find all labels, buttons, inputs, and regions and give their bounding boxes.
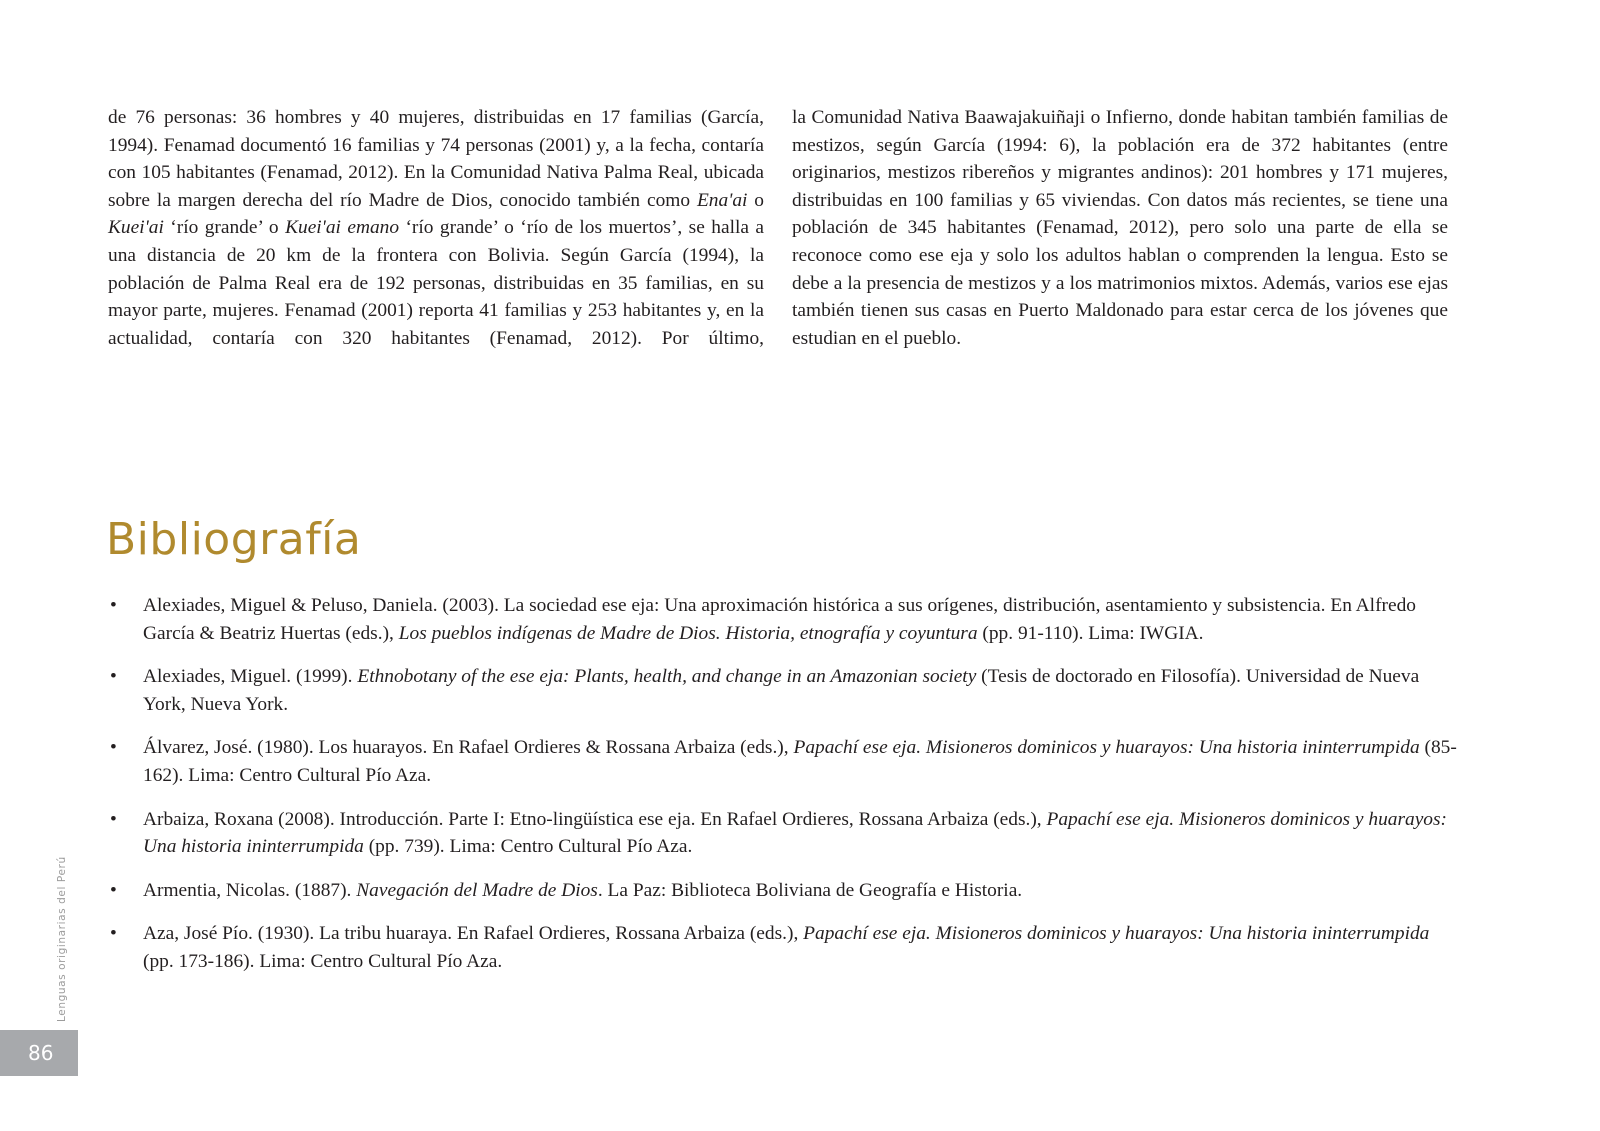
entry-text: (pp. 91-110). Lima: IWGIA. <box>977 622 1204 644</box>
page-number: 86 <box>0 1030 78 1076</box>
bibliography-list <box>108 592 1458 992</box>
entry-text: Arbaiza, Roxana (2008). Introducción. Parte I: Etno-lingüística ese eja. En Rafael Ordieres, Rossana Arbaiza (eds.), <box>143 808 1047 830</box>
entry-title: Navegación del Madre de Dios <box>356 879 598 901</box>
italic-term: Kuei'ai <box>108 217 164 239</box>
body-paragraph-right: la Comunidad Nativa Baawajakuiñaji o Infierno, donde habitan también familias de mestizos, según García (1994: 6), la población era de 372 habitantes (entre originarios, mestizos ribereños y migrantes andinos): 201 hombres y 171 mujeres, distribuidas en 100 familias y 65 viviendas. Con datos más recientes, se tiene una población de 345 habitantes (Fenamad, 2012), pero solo una parte de ella se reconoce como ese eja y solo los adultos hablan o comprenden la lengua. Esto se debe a la presencia de mestizos y a los matrimonios mixtos. Además, varios ese ejas también tienen sus casas en Puerto Maldonado para estar cerca de los jóvenes que estudian en el pueblo. <box>792 107 1448 349</box>
bibliography-entry <box>108 920 1458 975</box>
bullet-icon: • <box>110 666 117 688</box>
bibliography-entry <box>108 806 1458 861</box>
bullet-icon: • <box>110 595 117 616</box>
entry-text: (85-162). Lima: Centro Cultural Pío Aza. <box>143 737 1457 786</box>
entry-text: Alexiades, Miguel & Peluso, Daniela. (2003). La sociedad ese eja: Una aproximación histórica a sus orígenes, distribución, asentamiento y subsistencia. En Alfredo García & Beatriz Huertas (eds.), <box>143 595 1416 644</box>
bibliography-entry <box>108 663 1458 718</box>
bullet-icon: • <box>110 808 117 830</box>
text-run: o <box>747 189 765 211</box>
text-run: ‘río grande’ o <box>163 217 286 239</box>
entry-text: Álvarez, José. (1980). Los huarayos. En Rafael Ordieres & Rossana Arbaiza (eds.), <box>143 737 794 759</box>
body-column-left <box>108 104 764 352</box>
entry-title: Ethnobotany of the ese eja: Plants, health, and change in an Amazonian society <box>357 666 977 688</box>
italic-term: Ena'ai <box>696 189 748 211</box>
entry-text: (pp. 173-186). Lima: Centro Cultural Pío Aza. <box>143 950 503 972</box>
entry-text: (Tesis de doctorado en Filosofía). Universidad de Nueva York, Nueva York. <box>143 666 1420 715</box>
bibliography-heading: Bibliografía <box>106 514 362 565</box>
entry-title: Los pueblos indígenas de Madre de Dios. Historia, etnografía y coyuntura <box>398 622 978 644</box>
running-footer-label: Lenguas originarias del Perú <box>56 856 68 1022</box>
bullet-icon: • <box>110 737 117 759</box>
entry-title: Papachí ese eja. Misioneros dominicos y huarayos: Una historia ininterrumpida <box>803 923 1430 945</box>
entry-text: Aza, José Pío. (1930). La tribu huaraya. En Rafael Ordieres, Rossana Arbaiza (eds.), <box>143 923 804 945</box>
text-run: de 76 personas: 36 hombres y 40 mujeres, distribuidas en 17 familias (García, 1994). Fenamad documentó 16 familias y 74 personas (2001) y, a la fecha, contaría con 105 habitantes (Fenamad, 2012). En la Comunidad Nativa Palma Real, ubicada sobre la margen derecha del río Madre de Dios, conocido también como <box>108 107 764 211</box>
entry-title: Papachí ese eja. Misioneros dominicos y huarayos: Una historia ininterrumpida <box>143 808 1448 858</box>
bullet-icon: • <box>110 923 117 945</box>
entry-title: Papachí ese eja. Misioneros dominicos y huarayos: Una historia ininterrumpida <box>793 737 1420 759</box>
entry-text: (pp. 739). Lima: Centro Cultural Pío Aza. <box>363 836 693 858</box>
bibliography-entry <box>108 592 1458 647</box>
entry-text: Alexiades, Miguel. (1999). <box>143 666 358 688</box>
entry-text: . La Paz: Biblioteca Boliviana de Geografía e Historia. <box>597 879 1023 901</box>
body-paragraph-left <box>108 104 764 352</box>
entry-text: Armentia, Nicolas. (1887). <box>143 879 357 901</box>
body-column-right <box>792 104 1448 352</box>
text-run: ‘río grande’ o ‘río de los muertos’, se halla a una distancia de 20 km de la frontera con Bolivia. Según García (1994), la población de Palma Real era de 192 personas, distribuidas en 35 familias, en su mayor parte, mujeres. Fenamad (2001) reporta 41 familias y 253 habitantes y, en la actualidad, contaría con 320 habitantes (Fenamad, 2012). Por último, <box>108 217 764 349</box>
bibliography-entry <box>108 734 1458 789</box>
bibliography-entry <box>108 877 1458 905</box>
italic-term: Kuei'ai emano <box>285 217 400 239</box>
bullet-icon: • <box>110 879 117 901</box>
